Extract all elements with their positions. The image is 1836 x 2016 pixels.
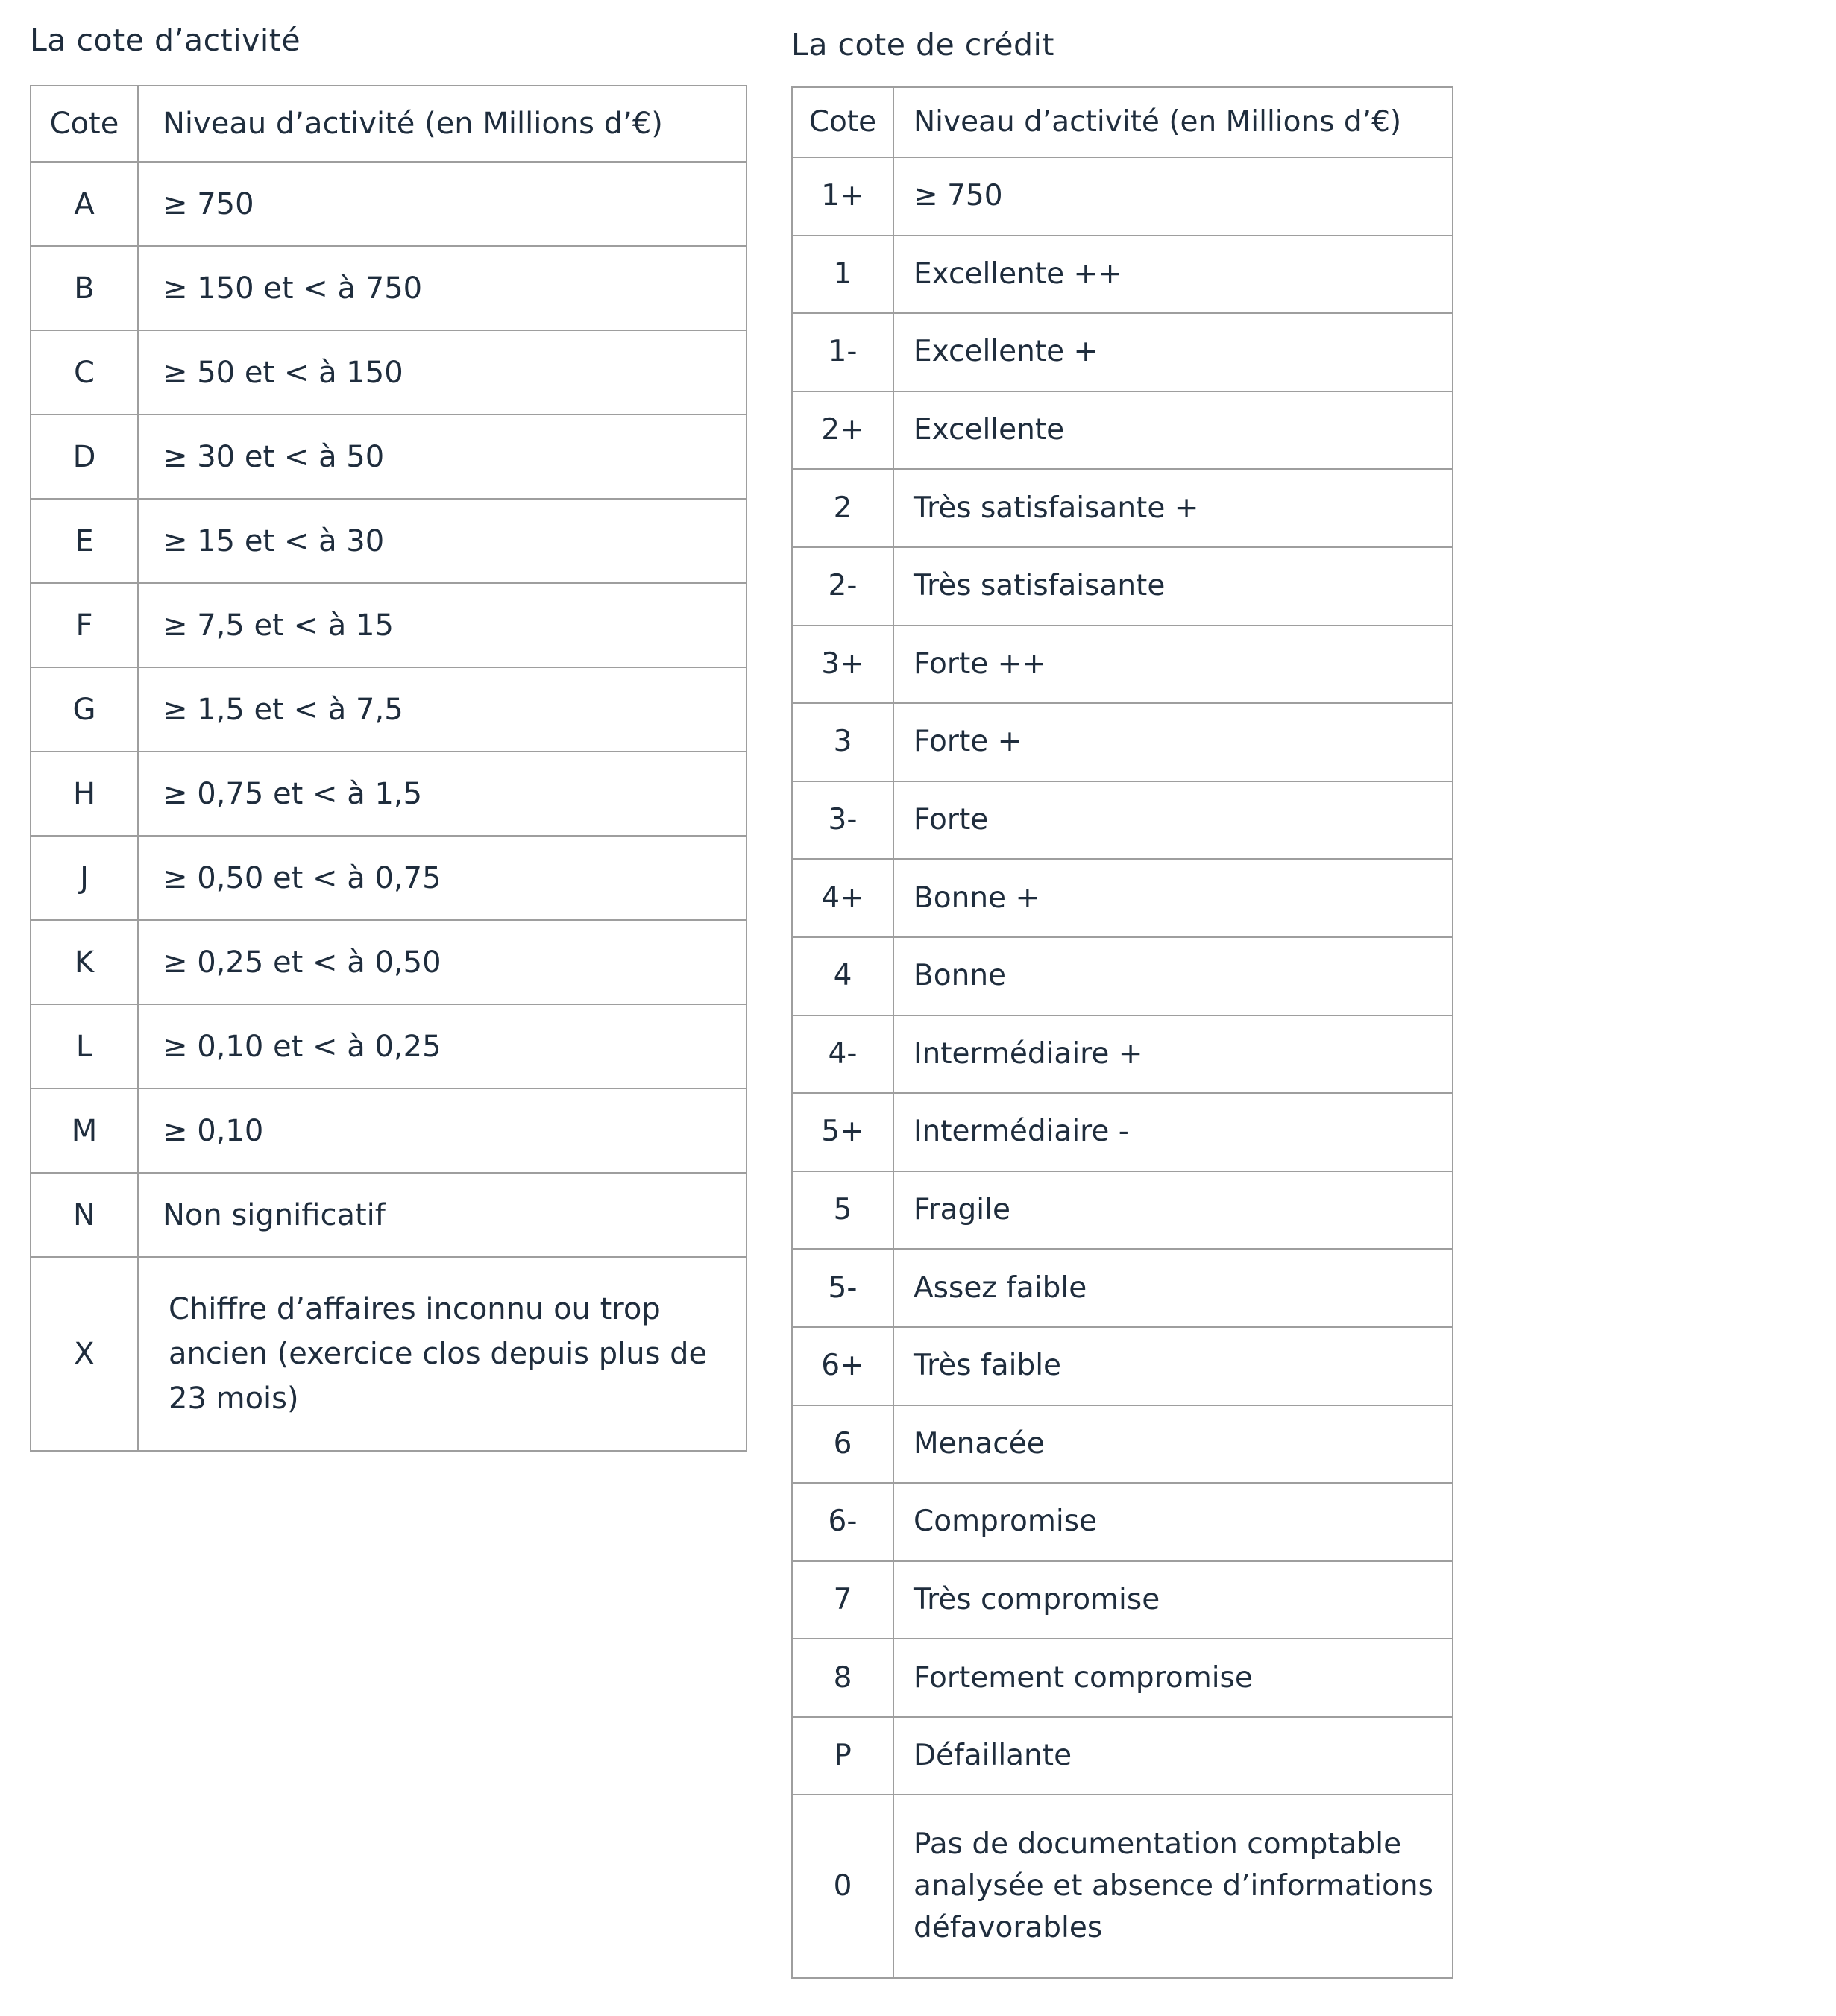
table-row [31,162,746,246]
table-row [31,246,746,330]
cote-cell: 2- [792,547,893,626]
table-row [792,1639,1453,1717]
niveau-cell: ≥ 0,75 et < à 1,5 [138,752,746,836]
table-row [792,236,1453,314]
table-row [792,937,1453,1015]
cote-cell: 3+ [792,626,893,704]
niveau-cell: Bonne + [893,859,1453,937]
table-row [792,626,1453,704]
table-row [792,703,1453,781]
niveau-cell: Compromise [893,1483,1453,1561]
cote-cell: M [31,1089,138,1173]
table-row [31,1257,746,1451]
cote-cell: 6+ [792,1327,893,1405]
niveau-cell: Forte [893,781,1453,860]
niveau-cell: Chiffre d’affaires inconnu ou trop ancien (exercice clos depuis plus de 23 mois) [138,1257,746,1451]
cote-cell: K [31,920,138,1004]
niveau-cell: ≥ 150 et < à 750 [138,246,746,330]
cote-cell: D [31,415,138,499]
niveau-cell: Fragile [893,1171,1453,1250]
credit-rating-table [791,86,1453,1979]
cote-cell: 0 [792,1795,893,1978]
niveau-cell: Fortement compromise [893,1639,1453,1717]
table-row [31,920,746,1004]
niveau-cell: Très compromise [893,1561,1453,1639]
cote-cell: 4 [792,937,893,1015]
cote-cell: 2+ [792,391,893,470]
table-row [792,1483,1453,1561]
activity-rating-title: La cote d’activité [30,22,301,58]
niveau-cell: Très satisfaisante [893,547,1453,626]
table-row [31,1173,746,1257]
column-header-cote: Cote [792,87,893,157]
niveau-cell: ≥ 0,25 et < à 0,50 [138,920,746,1004]
table-row [792,313,1453,391]
cote-cell: C [31,330,138,415]
cote-cell: 2 [792,469,893,547]
table-row [792,1093,1453,1171]
cote-cell: 3- [792,781,893,860]
activity-rating-rows [31,86,746,1451]
niveau-cell: ≥ 0,10 et < à 0,25 [138,1004,746,1089]
table-row [792,1249,1453,1327]
cote-cell: 3 [792,703,893,781]
column-header-cote: Cote [31,86,138,162]
cote-cell: J [31,836,138,920]
cote-cell: B [31,246,138,330]
niveau-cell: Excellente ++ [893,236,1453,314]
table-header-row [792,87,1453,157]
cote-cell: 1- [792,313,893,391]
table-row [792,781,1453,860]
column-header-niveau: Niveau d’activité (en Millions d’€) [893,87,1453,157]
table-row [31,499,746,583]
cote-cell: H [31,752,138,836]
table-row [31,1089,746,1173]
niveau-cell: ≥ 7,5 et < à 15 [138,583,746,667]
table-row [792,157,1453,236]
table-row [792,1405,1453,1484]
table-row [792,391,1453,470]
table-row [792,469,1453,547]
credit-rating-rows [792,87,1453,1978]
credit-rating-title: La cote de crédit [791,27,1054,63]
cote-cell: 7 [792,1561,893,1639]
cote-cell: G [31,667,138,752]
cote-cell: 6 [792,1405,893,1484]
cote-cell: L [31,1004,138,1089]
niveau-cell: ≥ 50 et < à 150 [138,330,746,415]
table-row [31,836,746,920]
niveau-cell: Assez faible [893,1249,1453,1327]
niveau-cell: Excellente [893,391,1453,470]
table-row [31,415,746,499]
activity-rating-table [30,85,747,1452]
cote-cell: E [31,499,138,583]
cote-cell: A [31,162,138,246]
column-header-niveau: Niveau d’activité (en Millions d’€) [138,86,746,162]
niveau-cell: Intermédiaire - [893,1093,1453,1171]
niveau-cell: Forte + [893,703,1453,781]
niveau-cell: Bonne [893,937,1453,1015]
niveau-cell: ≥ 30 et < à 50 [138,415,746,499]
niveau-cell: Pas de documentation comptable analysée et absence d’informations défavorables [893,1795,1453,1978]
niveau-cell: ≥ 750 [138,162,746,246]
table-row [31,1004,746,1089]
niveau-cell: Forte ++ [893,626,1453,704]
cote-cell: P [792,1717,893,1795]
cote-cell: 5+ [792,1093,893,1171]
niveau-cell: ≥ 0,50 et < à 0,75 [138,836,746,920]
niveau-cell: Très faible [893,1327,1453,1405]
cote-cell: 6- [792,1483,893,1561]
niveau-cell: ≥ 0,10 [138,1089,746,1173]
niveau-cell: Non significatif [138,1173,746,1257]
table-row [31,667,746,752]
niveau-cell: ≥ 15 et < à 30 [138,499,746,583]
table-row [792,1015,1453,1094]
niveau-cell: Très satisfaisante + [893,469,1453,547]
cote-cell: 8 [792,1639,893,1717]
niveau-cell: Menacée [893,1405,1453,1484]
cote-cell: 4+ [792,859,893,937]
table-row [31,752,746,836]
cote-cell: 5 [792,1171,893,1250]
table-row [31,583,746,667]
cote-cell: 1+ [792,157,893,236]
niveau-cell: Excellente + [893,313,1453,391]
table-row [792,1795,1453,1978]
table-row [792,547,1453,626]
cote-cell: 4- [792,1015,893,1094]
cote-cell: F [31,583,138,667]
table-row [792,1171,1453,1250]
cote-cell: N [31,1173,138,1257]
table-header-row [31,86,746,162]
niveau-cell: Défaillante [893,1717,1453,1795]
cote-cell: 5- [792,1249,893,1327]
table-row [792,859,1453,937]
table-row [792,1561,1453,1639]
cote-cell: X [31,1257,138,1451]
niveau-cell: Intermédiaire + [893,1015,1453,1094]
table-row [31,330,746,415]
table-row [792,1327,1453,1405]
cote-cell: 1 [792,236,893,314]
table-row [792,1717,1453,1795]
niveau-cell: ≥ 1,5 et < à 7,5 [138,667,746,752]
niveau-cell: ≥ 750 [893,157,1453,236]
